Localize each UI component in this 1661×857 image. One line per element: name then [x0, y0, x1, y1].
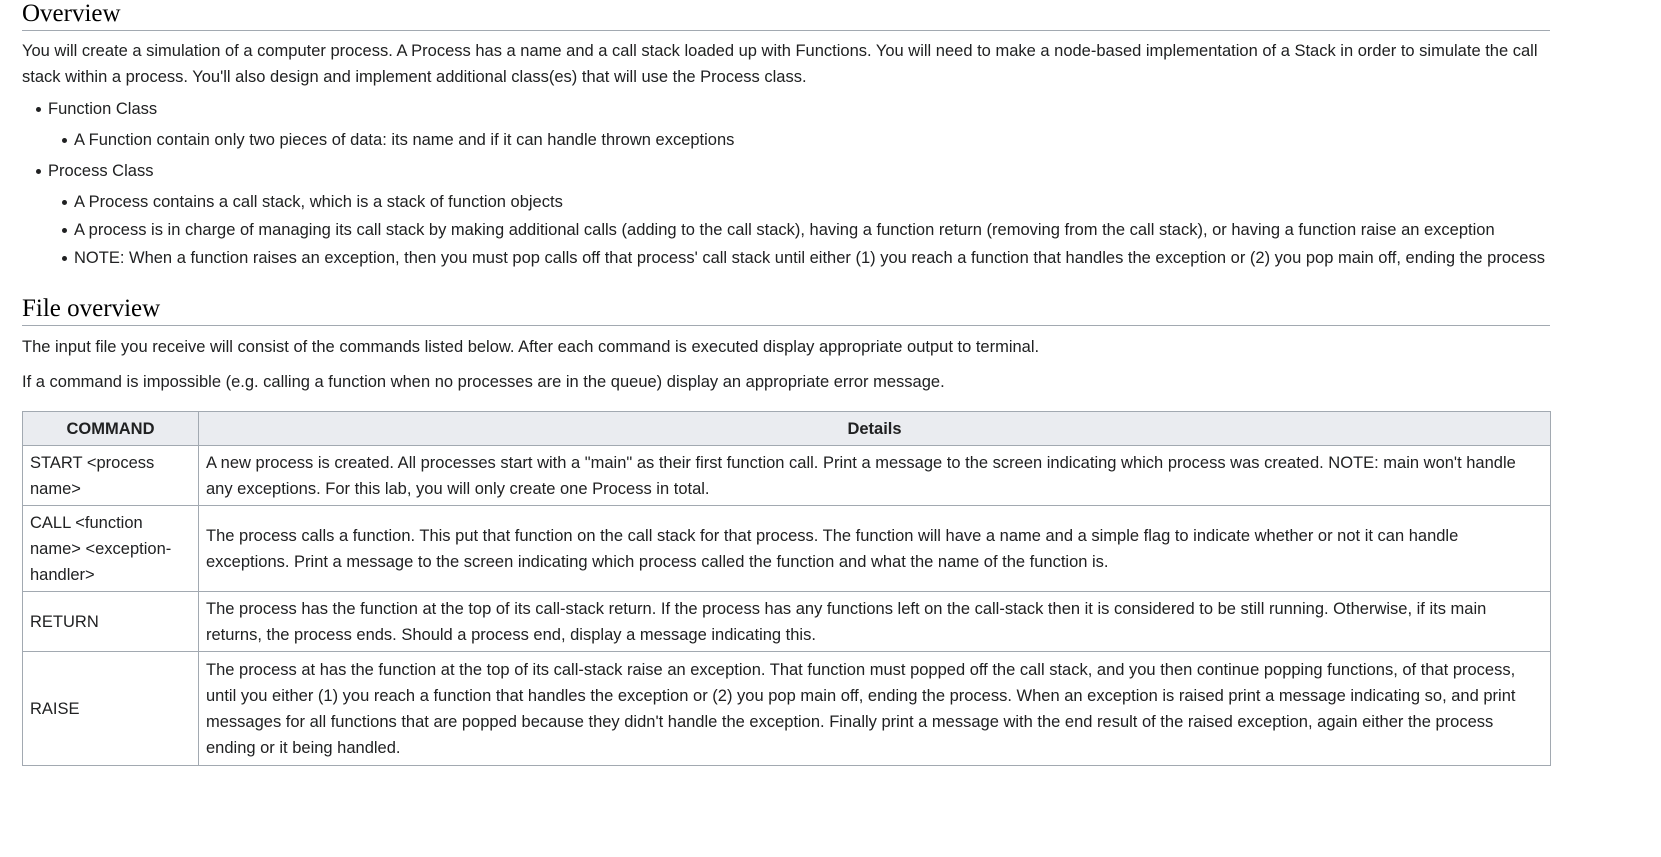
process-class-item: Process Class	[22, 158, 1550, 184]
details-cell: The process has the function at the top of its call-stack return. If the process has any functions left on the call-stack then it is considered to be still running. Otherwise, if its main returns, the process ends. Should a process end, display a message indicating this.	[199, 592, 1551, 652]
command-cell: CALL <function name> <exception-handler>	[23, 506, 199, 592]
process-class-detail-1: A Process contains a call stack, which is a stack of function objects	[22, 189, 1550, 215]
details-cell: The process at has the function at the top of its call-stack raise an exception. That function must popped off the call stack, and you then continue popping functions, of that process, until you either (1) you reach a function that handles the exception or (2) you pop main off, ending the process. When an exception is raised print a message indicating so, and print messages for all functions that are popped because they didn't handle the exception. Finally print a message with the end result of the raised exception, again either the process ending or it being handled.	[199, 652, 1551, 766]
function-class-item: Function Class	[22, 96, 1550, 122]
file-overview-para-2: If a command is impossible (e.g. calling a function when no processes are in the queue) display an appropriate error message.	[22, 373, 945, 391]
overview-intro: You will create a simulation of a computer process. A Process has a name and a call stack loaded up with Functions. You will need to make a node-based implementation of a Stack in order to simulate the call stack within a process. You'll also design and implement additional class(es) that will use the Process class.	[22, 42, 1538, 86]
command-cell: RETURN	[23, 592, 199, 652]
overview-list	[22, 96, 1550, 271]
process-class-detail-3: NOTE: When a function raises an exception, then you must pop calls off that process' call stack until either (1) you reach a function that handles the exception or (2) you pop main off, ending the process	[22, 245, 1550, 271]
file-overview-heading: File overview	[22, 295, 1550, 326]
details-cell: The process calls a function. This put that function on the call stack for that process. The function will have a name and a simple flag to indicate whether or not it can handle exceptions. Print a message to the screen indicating which process called the function and what the name of the function is.	[199, 506, 1551, 592]
overview-heading: Overview	[22, 0, 1550, 31]
function-class-detail: A Function contain only two pieces of data: its name and if it can handle thrown exceptions	[22, 127, 1550, 153]
column-header-details: Details	[199, 412, 1551, 446]
command-cell: START <process name>	[23, 446, 199, 506]
table-row	[23, 446, 1551, 506]
page-content	[22, 0, 1550, 766]
table-row	[23, 592, 1551, 652]
file-overview-para-1: The input file you receive will consist of the commands listed below. After each command is executed display appropriate output to terminal.	[22, 338, 1040, 356]
details-cell: A new process is created. All processes start with a "main" as their first function call. Print a message to the screen indicating which process was created. NOTE: main won't handle any exceptions. For this lab, you will only create one Process in total.	[199, 446, 1551, 506]
table-header-row	[23, 412, 1551, 446]
table-row	[23, 506, 1551, 592]
table-row	[23, 652, 1551, 766]
process-class-detail-2: A process is in charge of managing its call stack by making additional calls (adding to the call stack), having a function return (removing from the call stack), or having a function raise an exception	[22, 217, 1550, 243]
command-cell: RAISE	[23, 652, 199, 766]
commands-table	[22, 411, 1551, 766]
column-header-command: COMMAND	[23, 412, 199, 446]
